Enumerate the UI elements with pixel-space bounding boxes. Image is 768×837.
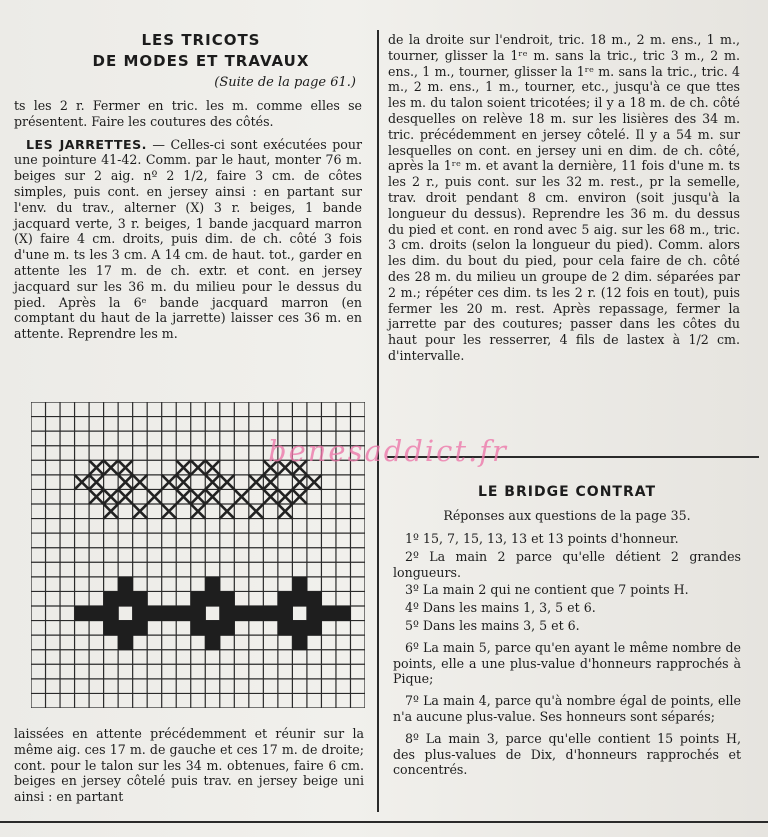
answer-4: 4º Dans les mains 1, 3, 5 et 6. [405,600,596,616]
solid-stitch-mark [205,621,220,636]
left-column [14,30,362,342]
watermark: benesaddict.fr [268,434,508,468]
solid-stitch-mark [191,606,206,621]
solid-stitch-mark [133,591,148,606]
solid-stitch-mark [278,606,293,621]
solid-stitch-mark [220,591,235,606]
solid-stitch-mark [104,621,119,636]
solid-stitch-mark [191,591,206,606]
paragraph-1: ts les 2 r. Fermer en tric. les m. comme elles se présentent. Faire les coutures des côtés. [14,98,362,129]
solid-stitch-mark [118,591,133,606]
solid-stitch-mark [278,621,293,636]
solid-stitch-mark [321,606,336,621]
answer-3: 3º La main 2 qui ne contient que 7 points H. [405,582,689,598]
solid-stitch-mark [89,606,104,621]
section-lead: LES JARRETTES. [26,136,147,152]
paragraph-2-text: — Celles-ci sont exécutées pour une pointure 41-42. Comm. par le haut, monter 76 m. beiges sur 2 aig. nº 2 1/2, faire 3 cm. de côtes simples, puis cont. en jersey ainsi : en partant sur l'env. du trav., alterner (X) 3 r. beiges, 1 bande jacquard verte, 3 r. beiges, 1 bande jacquard marron (X) faire 4 cm. droits, puis dim. de ch. côté 3 fois d'une m. ts les 3 cm. A 14 cm. de haut. tot., garder en attente les 17 m. de ch. extr. et cont. en jersey jacquard sur les 36 m. du milieu pour le dessus du pied. Après la 6ᵉ bande jacquard marron (en comptant du haut de la jarrette) laisser ces 36 m. en attente. Reprendre les m. [14,136,362,342]
solid-stitch-mark [162,606,177,621]
solid-stitch-mark [205,591,220,606]
answer-2: 2º La main 2 parce qu'elle détient 2 grandes longueurs. [393,548,741,580]
paragraph-3: laissées en attente précédemment et réunir sur la même aig. ces 17 m. de gauche et ces 17 m. de droite; cont. pour le talon sur les 34 m. obtenues, faire 6 cm. beiges en jersey côtelé puis trav. en jersey beige uni ainsi : en partant [14,726,364,805]
solid-stitch-mark [147,606,162,621]
solid-stitch-mark [104,591,119,606]
solid-stitch-mark [249,606,264,621]
answer-6: 6º La main 5, parce qu'en ayant le même nombre de points, elle a une plus-value d'honneurs rapprochés à Pique; [393,639,741,687]
solid-stitch-mark [278,591,293,606]
solid-stitch-mark [292,621,307,636]
bridge-title: LE BRIDGE CONTRAT [477,484,657,500]
solid-stitch-mark [104,606,119,621]
solid-stitch-mark [133,606,148,621]
bridge-section [393,484,741,780]
solid-stitch-mark [336,606,351,621]
article-title [40,30,362,72]
solid-stitch-mark [205,577,220,592]
left-bottom-text [14,726,364,805]
jacquard-chart [31,402,365,708]
solid-stitch-mark [292,635,307,650]
solid-stitch-mark [191,621,206,636]
answer-8: 8º La main 3, parce qu'elle contient 15 points H, des plus-values de Dix, d'honneurs rapprochés et concentrés. [393,730,741,778]
solid-stitch-mark [133,621,148,636]
title-line-1: LES TRICOTS [141,31,261,49]
answer-7: 7º La main 4, parce qu'à nombre égal de points, elle n'a aucune plus-value. Ses honneurs sont séparés; [393,693,741,724]
solid-stitch-mark [118,621,133,636]
title-line-2: DE MODES ET TRAVAUX [92,52,310,70]
solid-stitch-mark [292,591,307,606]
solid-stitch-mark [220,606,235,621]
column-divider [377,30,379,812]
solid-stitch-mark [292,577,307,592]
solid-stitch-mark [307,621,322,636]
answer-1: 1º 15, 7, 15, 13, 13 et 13 points d'honneur. [405,531,679,546]
bottom-rule [0,821,768,823]
solid-stitch-mark [220,621,235,636]
right-column [388,32,740,364]
solid-stitch-mark [307,591,322,606]
section-divider [387,456,759,458]
solid-stitch-mark [176,606,191,621]
chart-grid [31,402,365,708]
answer-5: 5º Dans les mains 3, 5 et 6. [405,617,580,633]
solid-stitch-mark [205,635,220,650]
paragraph-jarrettes [14,137,362,342]
solid-stitch-mark [118,635,133,650]
chart-motifs [75,460,351,650]
bridge-subtitle: Réponses aux questions de la page 35. [443,508,691,523]
solid-stitch-mark [307,606,322,621]
solid-stitch-mark [118,577,133,592]
solid-stitch-mark [263,606,278,621]
solid-stitch-mark [234,606,249,621]
continuation-note: (Suite de la page 61.) [214,75,356,90]
solid-stitch-mark [75,606,90,621]
paragraph-right-1: de la droite sur l'endroit, tric. 18 m., 2 m. ens., 1 m., tourner, glisser la 1ʳᵉ m. sans la tric., tric 3 m., 2 m. ens., 1 m., tourner, glisser la 1ʳᵉ m. sans la tric., tric. 4 m., 2 m. ens., 1 m., tourner, etc., jusqu'à ce que ttes les m. du talon soient tricotées; il y a 18 m. de ch. côté desquelles on relève 18 m. sur les lisières des 34 m. tric. précédemment en jersey côtelé. Il y a 54 m. sur lesquelles on cont. en jersey uni en dim. de ch. côté, après la 1ʳᵉ m. et avant la dernière, 11 fois d'une m. ts les 2 r., puis cont. sur les 32 m. rest., pr la semelle, trav. droit pendant 8 cm. environ (soit jusqu'à la longueur du dessus). Reprendre les 36 m. du dessus du pied et cont. en rond avec 5 aig. sur les 68 m., tric. 3 cm. droits (selon la longueur du pied). Comm. alors les dim. du bout du pied, pour cela faire de ch. côté des 28 m. du milieu un groupe de 2 dim. séparées par 2 m.; répéter ces dim. ts les 2 r. (12 fois en tout), puis fermer les 20 m. rest. Après repassage, fermer la jarrette par des coutures; passer dans les côtes du haut pour les resserrer, 4 fils de lastex à 1/2 cm. d'intervalle. [388,32,740,363]
